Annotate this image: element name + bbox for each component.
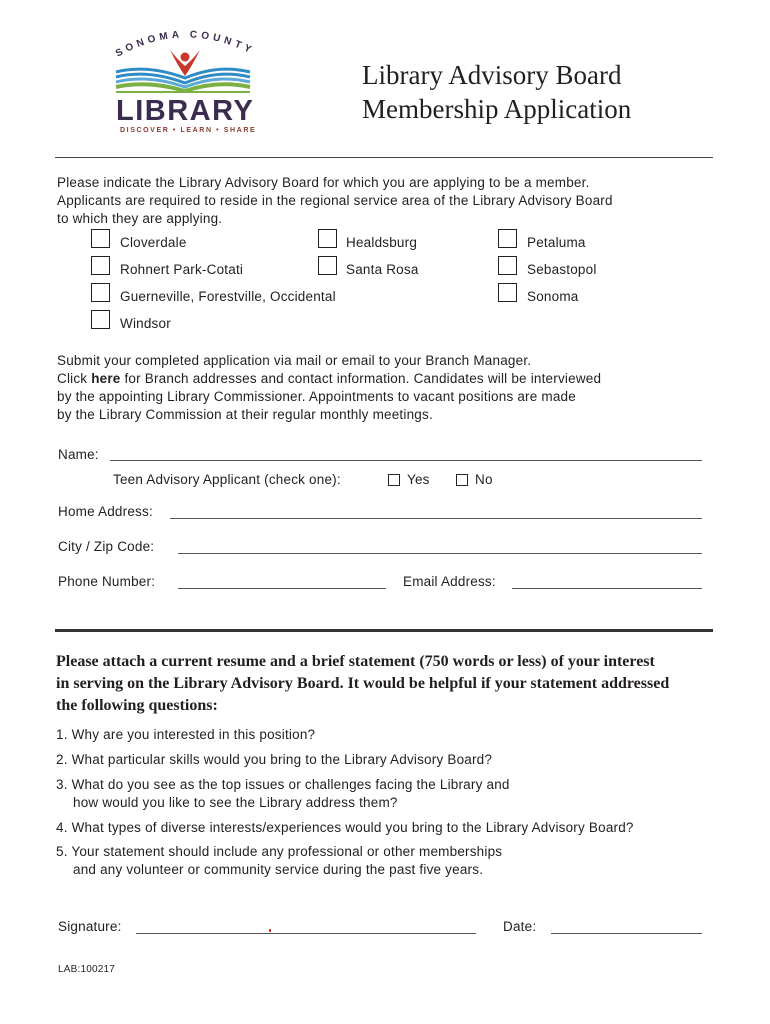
page-title-line-1: Library Advisory Board [362, 60, 622, 90]
phone-label: Phone Number: [58, 574, 156, 589]
section-divider [55, 629, 713, 632]
date-label: Date: [503, 919, 537, 934]
teen-yes-checkbox[interactable] [388, 474, 400, 486]
name-field[interactable] [110, 460, 702, 461]
date-field[interactable] [551, 933, 702, 934]
teen-applicant-label: Teen Advisory Applicant (check one): [113, 472, 341, 487]
signature-label: Signature: [58, 919, 122, 934]
teen-yes-label: Yes [407, 472, 430, 487]
signature-field[interactable] [136, 933, 476, 934]
teen-no-label: No [475, 472, 493, 487]
logo-tagline: DISCOVER • LEARN • SHARE [120, 127, 257, 134]
city-zip-label: City / Zip Code: [58, 539, 155, 554]
checkbox-guerneville[interactable] [91, 283, 110, 302]
label-healdsburg: Healdsburg [346, 235, 418, 250]
logo-figure-head [181, 53, 190, 62]
header-divider [55, 157, 713, 158]
submit-instructions: Submit your completed application via mail or email to your Branch Manager. Click here for Branch addresses and contact information. Candidates will be interviewed by the appointing Library Commissioner. Appointments to vacant positions are made by the Library Commission at their regular monthly meetings. [57, 353, 602, 422]
page-title-line-2: Membership Application [362, 94, 632, 124]
label-guerneville: Guerneville, Forestville, Occidental [120, 289, 336, 304]
logo-book-base [116, 91, 250, 93]
form-code: LAB:100217 [58, 964, 116, 975]
label-windsor: Windsor [120, 316, 171, 331]
checkbox-sebastopol[interactable] [498, 256, 517, 275]
checkbox-petaluma[interactable] [498, 229, 517, 248]
checkbox-cloverdale[interactable] [91, 229, 110, 248]
logo-word: LIBRARY [116, 95, 255, 127]
label-cloverdale: Cloverdale [120, 235, 187, 250]
label-petaluma: Petaluma [527, 235, 586, 250]
intro-text: Please indicate the Library Advisory Board for which you are applying to be a member. Applicants are required to reside in the regional service area of the Library Advisory Board to which they are applying. [57, 175, 613, 226]
email-label: Email Address: [403, 574, 496, 589]
question-1: 1. Why are you interested in this position? [56, 727, 316, 742]
label-rohnert-park-cotati: Rohnert Park-Cotati [120, 262, 244, 277]
checkbox-windsor[interactable] [91, 310, 110, 329]
city-zip-field[interactable] [178, 553, 702, 554]
checkbox-healdsburg[interactable] [318, 229, 337, 248]
question-4: 4. What types of diverse interests/experiences would you bring to the Library Advisory Board? [56, 820, 634, 835]
statement-instructions: Please attach a current resume and a brief statement (750 words or less) of your interest in serving on the Library Advisory Board. It would be helpful if your statement addressed the following questions: [56, 653, 670, 714]
name-label: Name: [58, 447, 99, 462]
label-santa-rosa: Santa Rosa [346, 262, 419, 277]
question-5: 5. Your statement should include any professional or other memberships and any volunteer or community service during the past five years. [56, 844, 503, 877]
question-3: 3. What do you see as the top issues or challenges facing the Library and how would you like to see the Library address them? [56, 777, 510, 810]
label-sebastopol: Sebastopol [527, 262, 597, 277]
teen-no-checkbox[interactable] [456, 474, 468, 486]
checkbox-sonoma[interactable] [498, 283, 517, 302]
phone-field[interactable] [178, 588, 386, 589]
branch-addresses-link[interactable]: here [91, 371, 121, 386]
email-field[interactable] [512, 588, 702, 589]
signature-marker [269, 929, 271, 932]
logo-arc-text: SONOMA COUNTY [113, 29, 257, 60]
label-sonoma: Sonoma [527, 289, 579, 304]
home-address-field[interactable] [170, 518, 702, 519]
checkbox-rohnert-park-cotati[interactable] [91, 256, 110, 275]
home-address-label: Home Address: [58, 504, 153, 519]
question-2: 2. What particular skills would you bring to the Library Advisory Board? [56, 752, 493, 767]
checkbox-santa-rosa[interactable] [318, 256, 337, 275]
